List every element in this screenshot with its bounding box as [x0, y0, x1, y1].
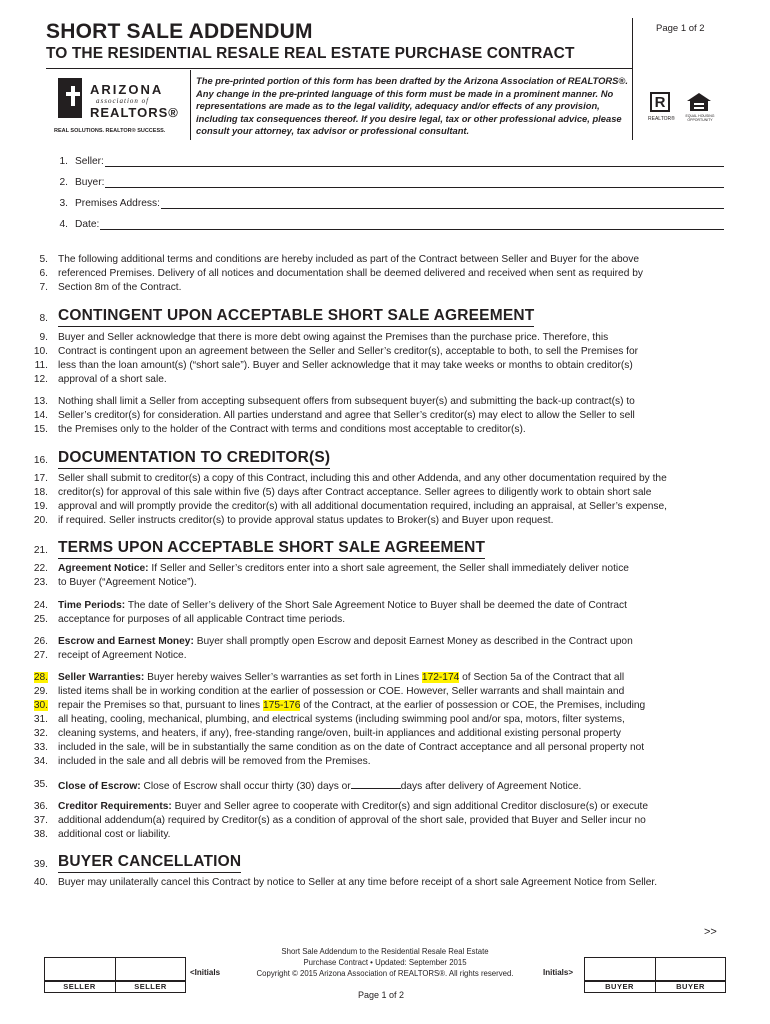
disclaimer-text: The pre-printed portion of this form has been drafted by the Arizona Association of REALTORS®. Any change in the pre-printed language of this form must be made in a prominent manner. No representations are made as to the legal validity, adequacy and/or effects of any provision, including tax consequences thereof. If you desire legal, tax or other professional advice, please consult your attorney, tax advisor or professional consultant.	[196, 75, 628, 137]
premises-address-label: Premises Address:	[75, 198, 160, 209]
buyer-field[interactable]: 2. Buyer:	[52, 174, 724, 188]
realtor-r-icon: R	[650, 92, 670, 112]
buyer-initials-marker: Initials>	[543, 968, 574, 977]
paragraph-subsequent-offers: 13. Nothing shall limit a Seller from accepting subsequent offers from subsequent buyer(s) and submitting the back-up contract(s) to 14. Seller’s creditor(s) for consideration. All parties understand and agree that Seller’s creditor(s) may elect to allow the Seller to sell 15. the Premises only to the holder of the Contract with terms and conditions most acceptable to creditor(s).	[33, 396, 635, 435]
date-field-label: Date:	[75, 219, 100, 230]
paragraph-seller-warranties: 28. Seller Warranties: Buyer hereby waives Seller’s warranties as set forth in Lines 172-174 of Section 5a of the Contract that all 29. listed items shall be in working condition at the earlier of possession or COE. However, Seller warrants and shall maintain and 30. repair the Premises so that, pursuant to lines 175-176 of the Contract, at the earlier of possession or COE, the Premises, including 31. all heating, cooling, mechanical, plumbing, and electrical systems (including swimming pool and/or spa, motors, filter systems, 32. cleaning systems, and heaters, if any), free-standing range/oven, built-in appliances and additional existing personal property 33. included in the sale, will be in substantially the same condition as on the date of Contract acceptance and all personal property not 34. included in the sale and all debris will be removed from the Premises.	[33, 672, 646, 767]
buyer-initials-label-1: BUYER	[605, 982, 634, 991]
premises-address-field[interactable]: 3. Premises Address:	[52, 195, 724, 209]
seller-input-line[interactable]	[105, 155, 724, 167]
arizona-realtors-logo	[52, 70, 184, 140]
paragraph-creditor-requirements: 36. Creditor Requirements: Buyer and Seller agree to cooperate with Creditor(s) and sign additional Creditor disclosure(s) or execute 37. additional addendum(a) required by Creditor(s) as a condition of approval of the short sale, provided that Buyer and Seller incur no 38. additional cost or liability.	[33, 801, 649, 840]
premises-address-input-line[interactable]	[161, 197, 724, 209]
highlight-lines-172-174: 172-174	[421, 672, 460, 683]
seller-field[interactable]: 1. Seller:	[52, 153, 724, 167]
equal-housing-icon	[686, 92, 712, 112]
paragraph-escrow-earnest: 26. Escrow and Earnest Money: Buyer shall promptly open Escrow and deposit Earnest Money as described in the Contract upon 27. receipt of Agreement Notice.	[33, 636, 633, 661]
realtor-label: REALTOR®	[648, 116, 675, 122]
page-indicator: Page 1 of 2	[656, 23, 705, 34]
logo-text-association: association of	[96, 97, 150, 105]
form-subtitle: TO THE RESIDENTIAL RESALE REAL ESTATE PURCHASE CONTRACT	[46, 45, 575, 62]
highlight-line-30: 30.	[33, 700, 48, 711]
next-page-arrows: >>	[704, 926, 717, 938]
equal-housing-label: EQUAL HOUSING OPPORTUNITY	[685, 114, 715, 122]
logo-text-realtors: REALTORS®	[90, 105, 179, 120]
logo-tagline: REAL SOLUTIONS. REALTOR® SUCCESS.	[54, 128, 166, 134]
paragraph-time-periods: 24. Time Periods: The date of Seller’s delivery of the Short Sale Agreement Notice to Buyer shall be deemed the date of Contract 25. acceptance for purposes of all applicable Contract time periods.	[33, 600, 627, 625]
footer-page-number: Page 1 of 2	[358, 990, 405, 1000]
header-rule	[46, 68, 632, 69]
buyer-input-line[interactable]	[105, 176, 724, 188]
highlight-lines-175-176: 175-176	[262, 700, 301, 711]
paragraph-debt-contingency: 9. Buyer and Seller acknowledge that there is more debt owing against the Premises than the purchase price. Therefore, this 10. Contract is contingent upon an agreement between the Seller and Seller’s creditor(s), acceptable to both, to sell the Premises for 11. less than the loan amount(s) (“short sale”). Buyer and Seller acknowledge that it may take weeks or months to obtain creditor(s) 12. approval of a short sale.	[33, 332, 639, 385]
intro-paragraph: 5. The following additional terms and conditions are hereby included as part of the Contract between Seller and Buyer for the above 6. referenced Premises. Delivery of all notices and documentation shall be deemed delivered and received when sent as required by 7. Section 8m of the Contract.	[39, 254, 643, 293]
seller-initials-marker: <Initials	[190, 968, 221, 977]
highlight-line-28: 28.	[33, 672, 48, 683]
seller-initials-label-1: SELLER	[63, 982, 96, 991]
form-title: SHORT SALE ADDENDUM	[46, 20, 313, 43]
date-field[interactable]: 4. Date:	[52, 216, 724, 230]
seller-field-label: Seller:	[75, 156, 104, 167]
seller-initials-label-2: SELLER	[134, 982, 167, 991]
date-input-line[interactable]	[100, 218, 724, 230]
paragraph-buyer-cancellation: 40. Buyer may unilaterally cancel this Contract by notice to Seller at any time before receipt of a short sale Agreement Notice from Seller.	[33, 877, 658, 888]
paragraph-agreement-notice: 22. Agreement Notice: If Seller and Seller’s creditors enter into a short sale agreement, the Seller shall immediately deliver notice 23. to Buyer (“Agreement Notice”).	[33, 563, 629, 588]
logo-text-arizona: ARIZONA	[90, 82, 164, 97]
logo-divider	[190, 70, 191, 140]
logo-mark-icon	[58, 78, 82, 118]
paragraph-close-of-escrow: 35. Close of Escrow: Close of Escrow shall occur thirty (30) days or days after delivery of Agreement Notice.	[33, 779, 582, 792]
close-of-escrow-days-blank[interactable]	[351, 778, 401, 789]
buyer-initials-label-2: BUYER	[676, 982, 705, 991]
paragraph-documentation: 17. Seller shall submit to creditor(s) a copy of this Contract, including this and other Addenda, and any other documentation required by the 18. creditor(s) for approval of this sale within five (5) days after Contract acceptance. Seller agrees to diligently work to obtain short sale 19. approval and will promptly provide the creditor(s) with all additional documentation required, including an appraisal, at Seller’s expense, 20. if required. Seller instructs creditor(s) to provide approval status updates to Broker(s) and Buyer upon request.	[33, 473, 667, 526]
buyer-field-label: Buyer:	[75, 177, 105, 188]
footer-form-info: Short Sale Addendum to the Residential Resale Real Estate Purchase Contract • Updated: September 2015 Copyright © 2015 Arizona Association of REALTORS®. All rights reserved.	[256, 947, 514, 978]
